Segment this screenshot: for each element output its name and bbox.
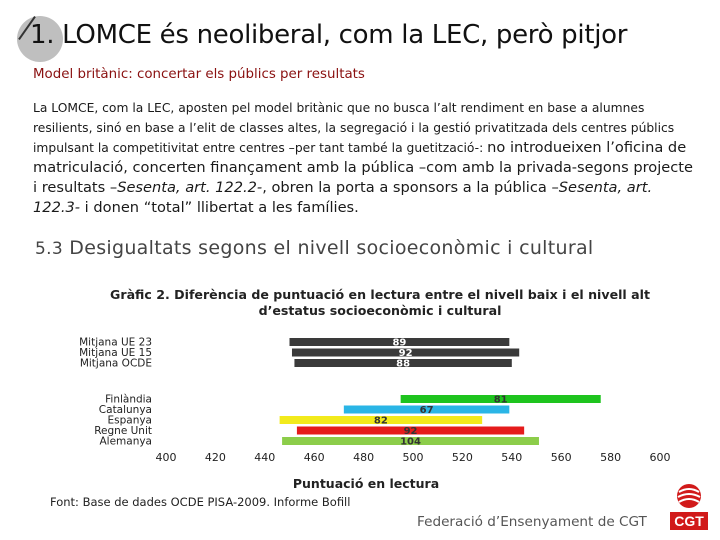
bar-category-label: Mitjana OCDE [79,357,152,370]
body-citation-1: Sesenta, art. 122.2- [117,179,263,196]
slide-title: 1. LOMCE és neoliberal, com la LEC, però pitjor [30,20,628,50]
chart-title-line1: Gràfic 2. Diferència de puntuació en lectura entre el nivell baix i el nivell alt [110,287,650,302]
cgt-logo [670,482,708,532]
figure-heading-number: 5.3 [35,239,63,259]
bar-category-label: Finlàndia [105,393,152,406]
x-tick-label: 480 [353,451,375,464]
logo-text: CGT [674,513,704,529]
x-tick-label: 520 [451,451,473,464]
bar-category-label: Espanya [107,414,152,427]
bar-value-label: 67 [419,405,434,416]
body-text-large-1: no introdueixen l’oficina de matriculació, concerten finançament amb la pública –com amb la privada-segons projecte i resultats – [33,139,693,196]
bar-category-label: Alemanya [99,435,152,448]
x-tick-label: 600 [649,451,671,464]
x-tick-label: 420 [204,451,226,464]
footer-text: Federació d’Ensenyament de CGT [417,514,647,530]
slide-subtitle: Model britànic: concertar els públics per resultats [33,67,365,82]
bar-category-label: Mitjana UE 23 [79,336,152,349]
chart-title-line2: d’estatus socioeconòmic i cultural [258,303,502,318]
bar-value-label: 81 [493,394,508,406]
bar-value-label: 88 [396,358,411,370]
body-text-large-3: i donen “total” llibertat a les famílies. [80,199,359,216]
body-citation-2: Sesenta, art. 122.3- [33,179,653,216]
chart-source-note: Font: Base de dades OCDE PISA-2009. Informe Bofill [50,495,351,509]
bar-category-label: Mitjana UE 15 [79,347,152,359]
x-tick-label: 440 [254,451,276,464]
x-tick-label: 540 [501,451,523,464]
bar-value-label: 82 [373,415,388,427]
bar-category-label: Regne Unit [94,425,152,437]
x-tick-label: 560 [550,451,572,464]
x-tick-label: 460 [303,451,325,464]
bar-value-label: 104 [400,436,421,448]
body-text-large-2: , obren la porta a sponsors a la pública – [262,179,559,196]
x-tick-label: 580 [600,451,622,464]
x-tick-label: 400 [155,451,177,464]
x-axis-label: Puntuació en lectura [292,476,440,491]
figure-heading-text: Desigualtats segons el nivell socioeconòmic i cultural [69,237,594,259]
bar-value-label: 92 [398,348,413,359]
bar-value-label: 92 [403,426,418,437]
x-tick-label: 500 [402,451,424,464]
body-text-small: La LOMCE, com la LEC, aposten pel model britànic que no busca l’alt rendiment en base a alumnes resilients, sinó en base a l’elit de classes altes, la segregació i la gestió privatitzada dels centres públics impulsant la competitivitat entre centres –per tant també la guetització-: [33,101,675,155]
bar-category-label: Catalunya [98,404,152,416]
bar-value-label: 89 [392,337,407,349]
